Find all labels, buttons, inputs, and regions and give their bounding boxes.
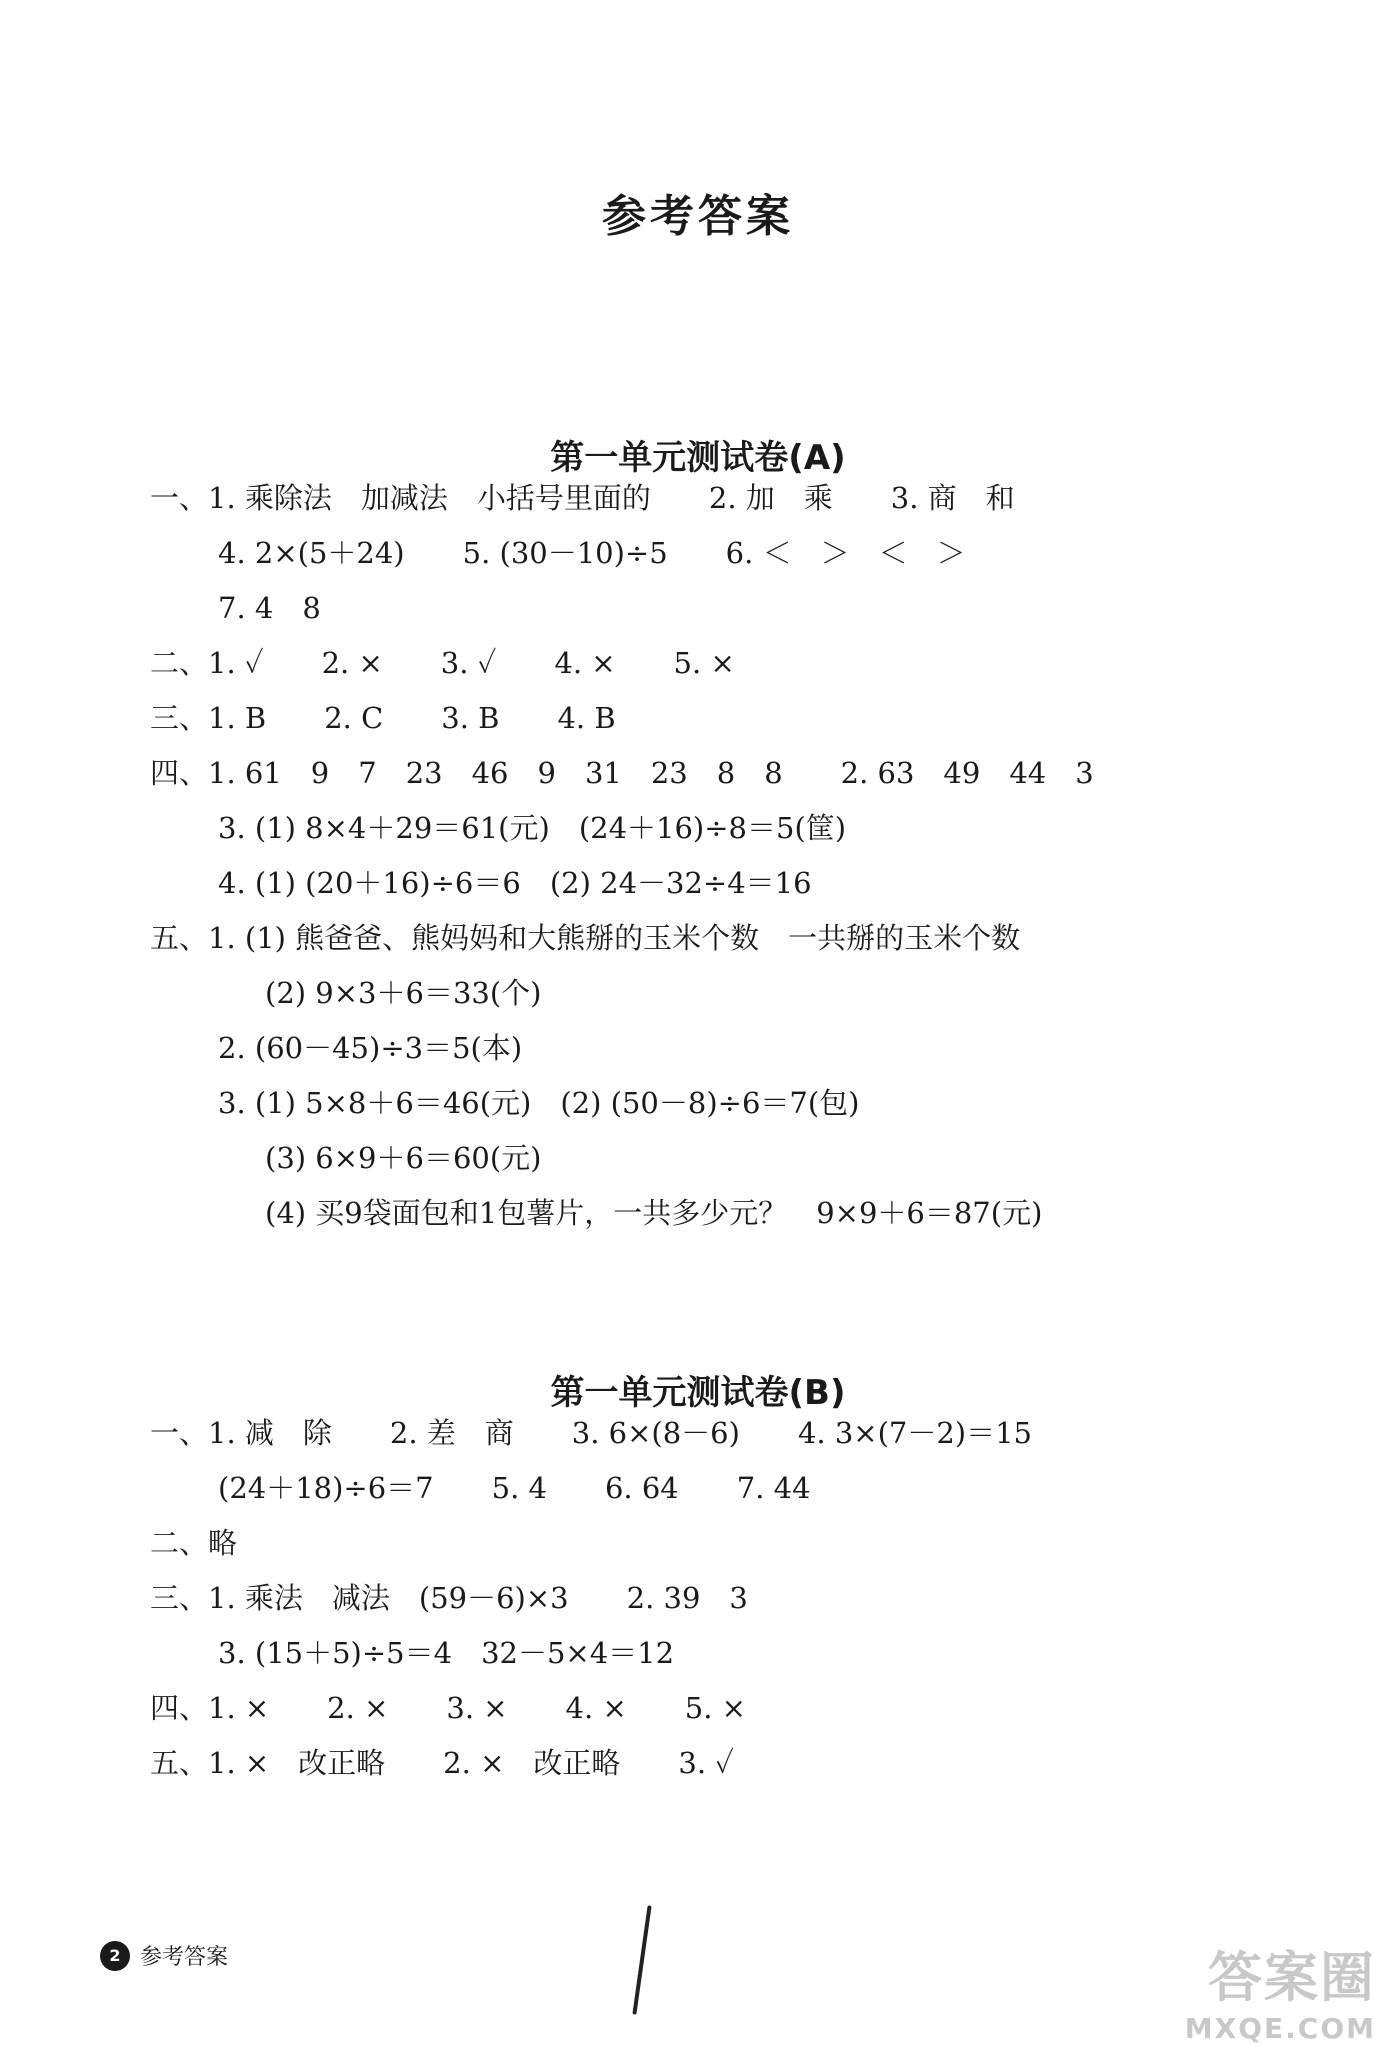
watermark-logo: 答案圈 <box>1208 1946 1376 2009</box>
footer-label: 参考答案 <box>140 1945 229 1970</box>
page-number-icon: 2 <box>100 1941 130 1971</box>
pen-stroke-mark <box>632 1905 651 2014</box>
answer-line: 3. (1) 8×4＋29＝61(元) (24＋16)÷8＝5(筐) <box>218 811 847 845</box>
answer-line: 二、略 <box>150 1526 238 1560</box>
section-title-b: 第一单元测试卷(B) <box>550 1373 846 1413</box>
answer-line: (3) 6×9＋6＝60(元) <box>265 1141 542 1175</box>
answer-line: 二、1. ✓ 2. × 3. ✓ 4. × 5. × <box>150 646 735 680</box>
answer-line: 五、1. (1) 熊爸爸、熊妈妈和大熊掰的玉米个数 一共掰的玉米个数 <box>150 921 1021 955</box>
answer-line: 3. (15＋5)÷5＝4 32－5×4＝12 <box>218 1636 675 1670</box>
answer-line: 四、1. 61 9 7 23 46 9 31 23 8 8 2. 63 49 44 3 <box>150 756 1094 790</box>
answer-line: (24＋18)÷6＝7 5. 4 6. 64 7. 44 <box>218 1471 811 1505</box>
answer-line: 四、1. × 2. × 3. × 4. × 5. × <box>150 1691 746 1725</box>
answer-line: 3. (1) 5×8＋6＝46(元) (2) (50－8)÷6＝7(包) <box>218 1086 860 1120</box>
answer-line: 7. 4 8 <box>218 591 321 625</box>
section-title-a: 第一单元测试卷(A) <box>550 438 846 478</box>
answer-line: 4. (1) (20＋16)÷6＝6 (2) 24－32÷4＝16 <box>218 866 812 900</box>
answer-line: 一、1. 减 除 2. 差 商 3. 6×(8－6) 4. 3×(7－2)＝15 <box>150 1416 1033 1450</box>
answer-line: 三、1. 乘法 减法 (59－6)×3 2. 39 3 <box>150 1581 748 1615</box>
answer-line: (4) 买9袋面包和1包薯片，一共多少元？ 9×9＋6＝87(元) <box>265 1196 1043 1230</box>
page-footer <box>100 1940 228 1971</box>
watermark <box>1185 1935 1376 2045</box>
watermark-url: MXQE.COM <box>1184 2012 1376 2045</box>
answer-line: 2. (60－45)÷3＝5(本) <box>218 1031 523 1065</box>
page-title: 参考答案 <box>602 191 794 242</box>
answer-line: (2) 9×3＋6＝33(个) <box>265 976 542 1010</box>
answer-line: 五、1. × 改正略 2. × 改正略 3. ✓ <box>150 1746 734 1780</box>
answer-line: 4. 2×(5＋24) 5. (30－10)÷5 6. ＜ ＞ ＜ ＞ <box>218 536 966 570</box>
answer-line: 三、1. B 2. C 3. B 4. B <box>150 701 616 735</box>
answer-line: 一、1. 乘除法 加减法 小括号里面的 2. 加 乘 3. 商 和 <box>150 481 1015 515</box>
